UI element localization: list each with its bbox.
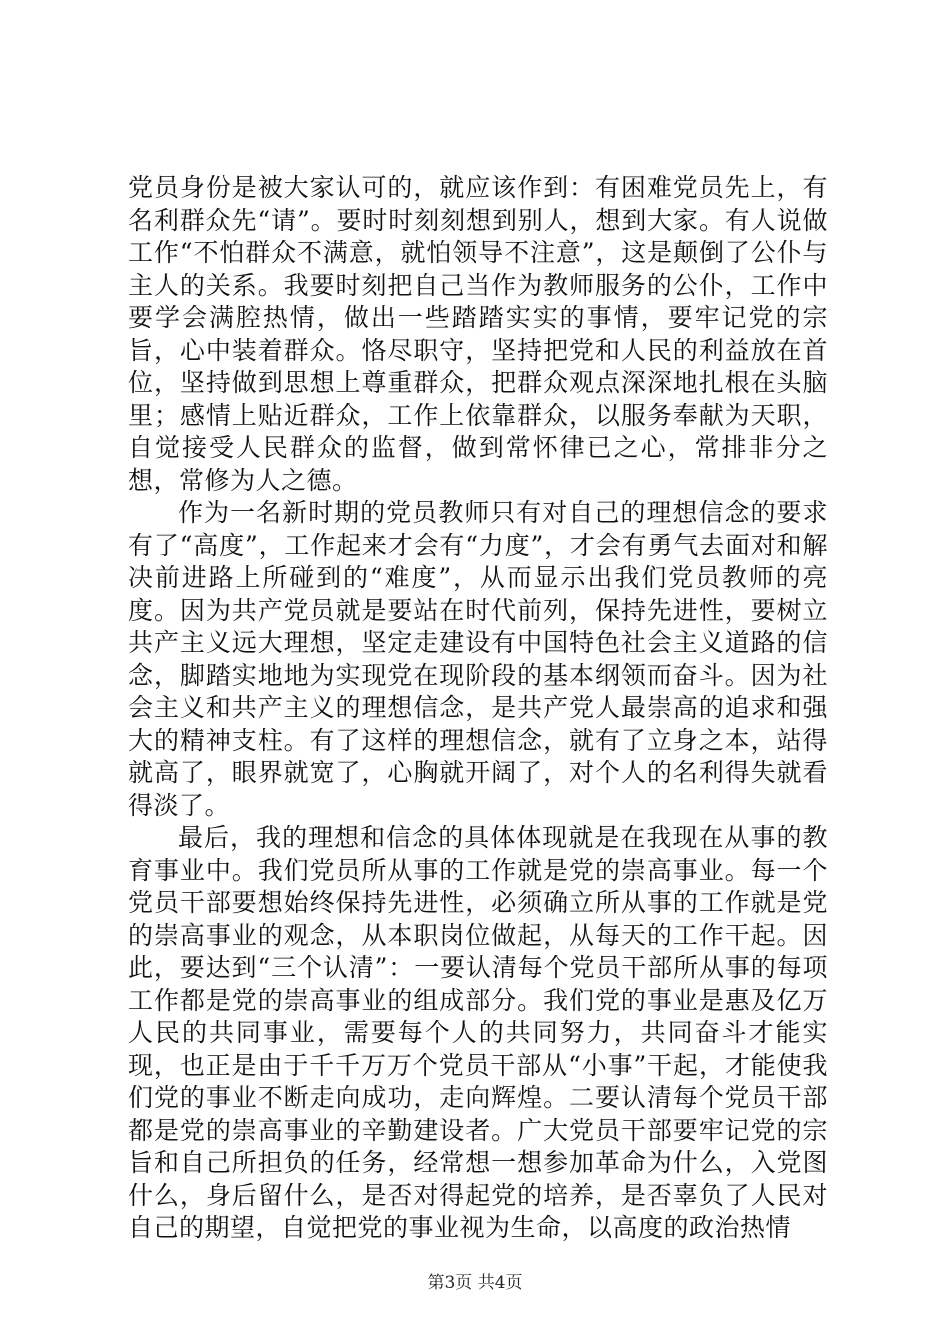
paragraph-2: 作为一名新时期的党员教师只有对自己的理想信念的要求有了“高度”，工作起来才会有“力度”，才会有勇气去面对和解决前进路上所碰到的“难度”，从而显示出我们党员教师的亮度。因为共产党员就是要站在时代前列，保持先进性，要树立共产主义远大理想，坚定走建设有中国特色社会主义道路的信念，脚踏实地地为实现党在现阶段的基本纲领而奋斗。因为社会主义和共产主义的理想信念，是共产党人最崇高的追求和强大的精神支柱。有了这样的理想信念，就有了立身之本，站得就高了，眼界就宽了，心胸就开阔了，对个人的名利得失就看得淡了。 — [128, 498, 828, 820]
paragraph-3: 最后，我的理想和信念的具体体现就是在我现在从事的教育事业中。我们党员所从事的工作就是党的崇高事业。每一个党员干部要想始终保持先进性，必须确立所从事的工作就是党的崇高事业的观念，从本职岗位做起，从每天的工作干起。因此，要达到“三个认清”：一要认清每个党员干部所从事的每项工作都是党的崇高事业的组成部分。我们党的事业是惠及亿万人民的共同事业，需要每个人的共同努力，共同奋斗才能实现，也正是由于千千万万个党员干部从“小事”干起，才能使我们党的事业不断走向成功，走向辉煌。二要认清每个党员干部都是党的崇高事业的辛勤建设者。广大党员干部要牢记党的宗旨和自己所担负的任务，经常想一想参加革命为什么，入党图什么，身后留什么，是否对得起党的培养，是否辜负了人民对自己的期望，自觉把党的事业视为生命，以高度的政治热情 — [128, 823, 828, 1242]
paragraph-1: 党员身份是被大家认可的，就应该作到：有困难党员先上，有名利群众先“请”。要时时刻刻想到别人，想到大家。有人说做工作“不怕群众不满意，就怕领导不注意”，这是颠倒了公仆与主人的关系。我要时刻把自己当作为教师服务的公仆，工作中要学会满腔热情，做出一些踏踏实实的事情，要牢记党的宗旨，心中装着群众。恪尽职守，坚持把党和人民的利益放在首位，坚持做到思想上尊重群众，把群众观点深深地扎根在头脑里；感情上贴近群众，工作上依靠群众，以服务奉献为天职，自觉接受人民群众的监督，做到常怀律已之心，常排非分之想，常修为人之德。 — [128, 173, 828, 495]
page-footer: 第3页 共4页 — [427, 1273, 523, 1293]
document-body — [128, 172, 828, 1245]
